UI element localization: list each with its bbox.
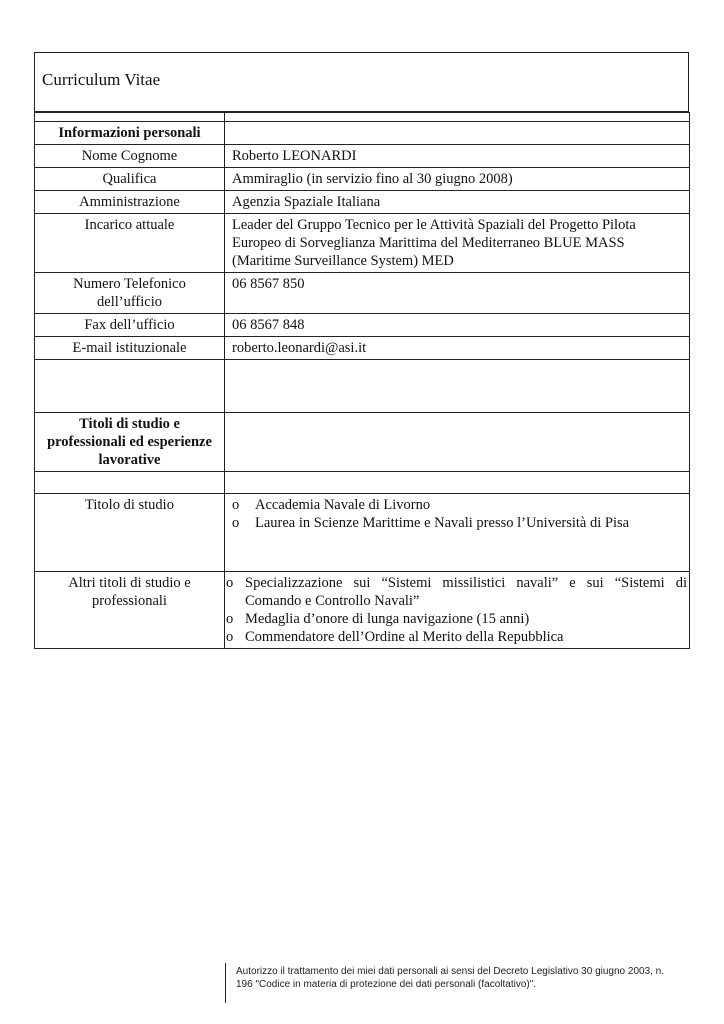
table-row xyxy=(35,314,690,337)
altri-list xyxy=(225,574,687,646)
empty-cell xyxy=(35,360,225,413)
list-item-text: Commendatore dell’Ordine al Merito della Repubblica xyxy=(245,629,564,645)
label-qualifica: Qualifica xyxy=(35,168,225,191)
value-email[interactable]: roberto.leonardi@asi.it xyxy=(225,337,690,360)
table-row xyxy=(35,494,690,572)
label-fax: Fax dell’ufficio xyxy=(35,314,225,337)
table-row xyxy=(35,191,690,214)
section-heading-row xyxy=(35,413,690,472)
value-telefono: 06 8567 850 xyxy=(225,273,690,314)
table-row xyxy=(35,273,690,314)
list-item xyxy=(225,628,687,646)
value-amministrazione: Agenzia Spaziale Italiana xyxy=(225,191,690,214)
section-heading-personal: Informazioni personali xyxy=(35,122,225,145)
bullet-mark: o xyxy=(226,575,234,591)
list-item-text: Medaglia d’onore di lunga navigazione (15 anni) xyxy=(245,611,530,627)
spacer-row xyxy=(35,113,690,122)
label-amministrazione: Amministrazione xyxy=(35,191,225,214)
list-item xyxy=(225,574,687,610)
list-item xyxy=(232,514,682,532)
empty-cell xyxy=(35,472,225,494)
blank-row xyxy=(35,360,690,413)
empty-cell xyxy=(225,413,690,472)
empty-cell xyxy=(225,122,690,145)
spacer-cell xyxy=(225,113,690,122)
section-heading-studies: Titoli di studio e professionali ed esperienze lavorative xyxy=(35,413,225,472)
value-titolo-di-studio xyxy=(225,494,690,572)
label-incarico-attuale: Incarico attuale xyxy=(35,214,225,273)
value-qualifica: Ammiraglio (in servizio fino al 30 giugno 2008) xyxy=(225,168,690,191)
table-row xyxy=(35,214,690,273)
spacer-cell xyxy=(35,113,225,122)
label-nome-cognome: Nome Cognome xyxy=(35,145,225,168)
table-row xyxy=(35,168,690,191)
footer-privacy-note: Autorizzo il trattamento dei miei dati personali ai sensi del Decreto Legislativo 30 giugno 2003, n. 196 "Codice in materia di protezione dei dati personali (facoltativo)". xyxy=(236,966,665,990)
bullet-mark: o xyxy=(232,515,240,531)
list-item-text: Specializzazione sui “Sistemi missilistici navali” e sui “Sistemi di Comando e Controllo Navali” xyxy=(245,575,687,609)
titolo-list xyxy=(232,496,682,532)
list-item-text: Laurea in Scienze Marittime e Navali presso l’Università di Pisa xyxy=(255,515,630,531)
label-email: E-mail istituzionale xyxy=(35,337,225,360)
bullet-mark: o xyxy=(226,611,234,627)
value-nome-cognome: Roberto LEONARDI xyxy=(225,145,690,168)
footer-divider xyxy=(225,963,226,1003)
title-box xyxy=(34,52,689,112)
page-title: Curriculum Vitae xyxy=(42,70,161,89)
value-altri-titoli xyxy=(225,572,690,649)
bullet-mark: o xyxy=(232,497,240,513)
value-incarico-attuale: Leader del Gruppo Tecnico per le Attività Spaziali del Progetto Pilota Europeo di Sorveglianza Marittima del Mediterraneo BLUE MASS (Maritime Surveillance System) MED xyxy=(225,214,690,273)
cv-table xyxy=(34,112,690,649)
table-row xyxy=(35,145,690,168)
label-telefono: Numero Telefonico dell’ufficio xyxy=(35,273,225,314)
empty-cell xyxy=(225,472,690,494)
empty-cell xyxy=(225,360,690,413)
blank-row xyxy=(35,472,690,494)
list-item-text: Accademia Navale di Livorno xyxy=(255,497,431,513)
table-row xyxy=(35,572,690,649)
value-fax: 06 8567 848 xyxy=(225,314,690,337)
list-item xyxy=(225,610,687,628)
table-row xyxy=(35,337,690,360)
label-altri-titoli: Altri titoli di studio e professionali xyxy=(35,572,225,649)
label-titolo-di-studio: Titolo di studio xyxy=(35,494,225,572)
section-heading-row xyxy=(35,122,690,145)
list-item xyxy=(232,496,682,514)
bullet-mark: o xyxy=(226,629,234,645)
